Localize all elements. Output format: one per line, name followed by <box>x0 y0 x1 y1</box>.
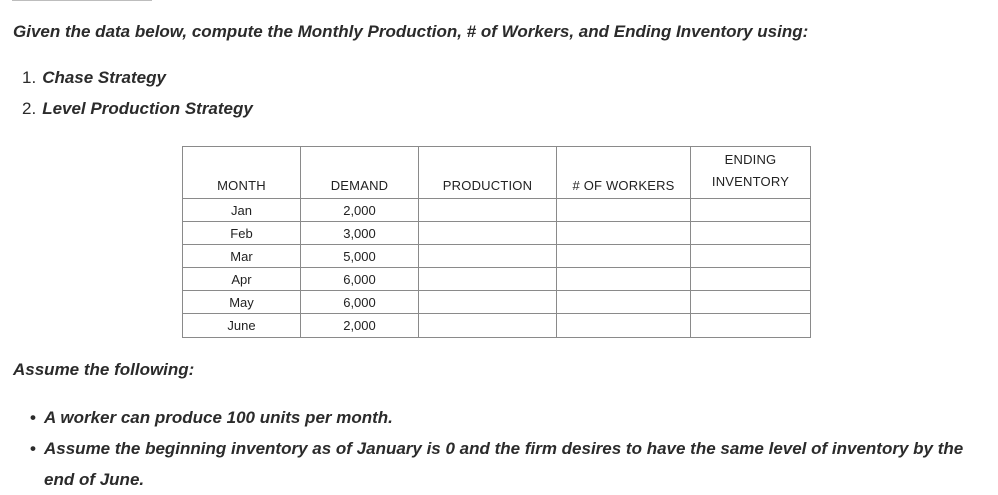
table-row <box>183 199 811 222</box>
ending-inventory-cell <box>691 291 811 314</box>
demand-cell: 5,000 <box>301 245 419 268</box>
demand-cell: 3,000 <box>301 222 419 245</box>
demand-cell: 2,000 <box>301 199 419 222</box>
production-cell <box>419 314 557 338</box>
header-ending-line2: INVENTORY <box>711 174 790 189</box>
assumption-text: A worker can produce 100 units per month. <box>44 408 393 427</box>
month-cell: Feb <box>183 222 301 245</box>
month-cell: May <box>183 291 301 314</box>
workers-cell <box>557 199 691 222</box>
bullet-icon: • <box>30 408 36 427</box>
table-row <box>183 222 811 245</box>
production-cell <box>419 245 557 268</box>
header-ending-inventory <box>691 147 811 199</box>
intro-text: Given the data below, compute the Monthly Production, # of Workers, and Ending Inventory using: <box>13 22 809 41</box>
demand-cell: 2,000 <box>301 314 419 338</box>
workers-cell <box>557 314 691 338</box>
strategy-list <box>22 67 253 129</box>
top-divider <box>12 0 152 1</box>
workers-cell <box>557 245 691 268</box>
ending-inventory-cell <box>691 268 811 291</box>
production-cell <box>419 222 557 245</box>
strategy-label: Chase Strategy <box>42 68 166 87</box>
production-cell <box>419 268 557 291</box>
month-cell: June <box>183 314 301 338</box>
assumptions-heading: Assume the following: <box>13 360 195 379</box>
assumptions-list <box>30 402 980 495</box>
ending-inventory-cell <box>691 199 811 222</box>
month-cell: Apr <box>183 268 301 291</box>
workers-cell <box>557 222 691 245</box>
workers-cell <box>557 268 691 291</box>
workers-cell <box>557 291 691 314</box>
header-workers: # OF WORKERS <box>557 147 691 199</box>
table-row <box>183 268 811 291</box>
table-header-row <box>183 147 811 199</box>
strategy-number: 1. <box>22 68 37 87</box>
assumption-text: Assume the beginning inventory as of January is 0 and the firm desires to have the same level of inventory by the end of June. <box>44 439 964 489</box>
demand-cell: 6,000 <box>301 268 419 291</box>
header-ending-line1: ENDING <box>724 152 777 167</box>
strategy-item <box>22 67 253 98</box>
assumption-item <box>30 402 980 433</box>
ending-inventory-cell <box>691 222 811 245</box>
bullet-icon: • <box>30 439 36 458</box>
strategy-number: 2. <box>22 99 37 118</box>
production-cell <box>419 199 557 222</box>
production-cell <box>419 291 557 314</box>
strategy-label: Level Production Strategy <box>42 99 253 118</box>
header-production: PRODUCTION <box>419 147 557 199</box>
strategy-item <box>22 98 253 129</box>
demand-table <box>182 146 811 338</box>
header-month: MONTH <box>183 147 301 199</box>
ending-inventory-cell <box>691 314 811 338</box>
ending-inventory-cell <box>691 245 811 268</box>
month-cell: Jan <box>183 199 301 222</box>
table-row <box>183 291 811 314</box>
header-demand: DEMAND <box>301 147 419 199</box>
assumption-item <box>30 433 980 495</box>
table-row <box>183 314 811 338</box>
month-cell: Mar <box>183 245 301 268</box>
demand-cell: 6,000 <box>301 291 419 314</box>
table-row <box>183 245 811 268</box>
